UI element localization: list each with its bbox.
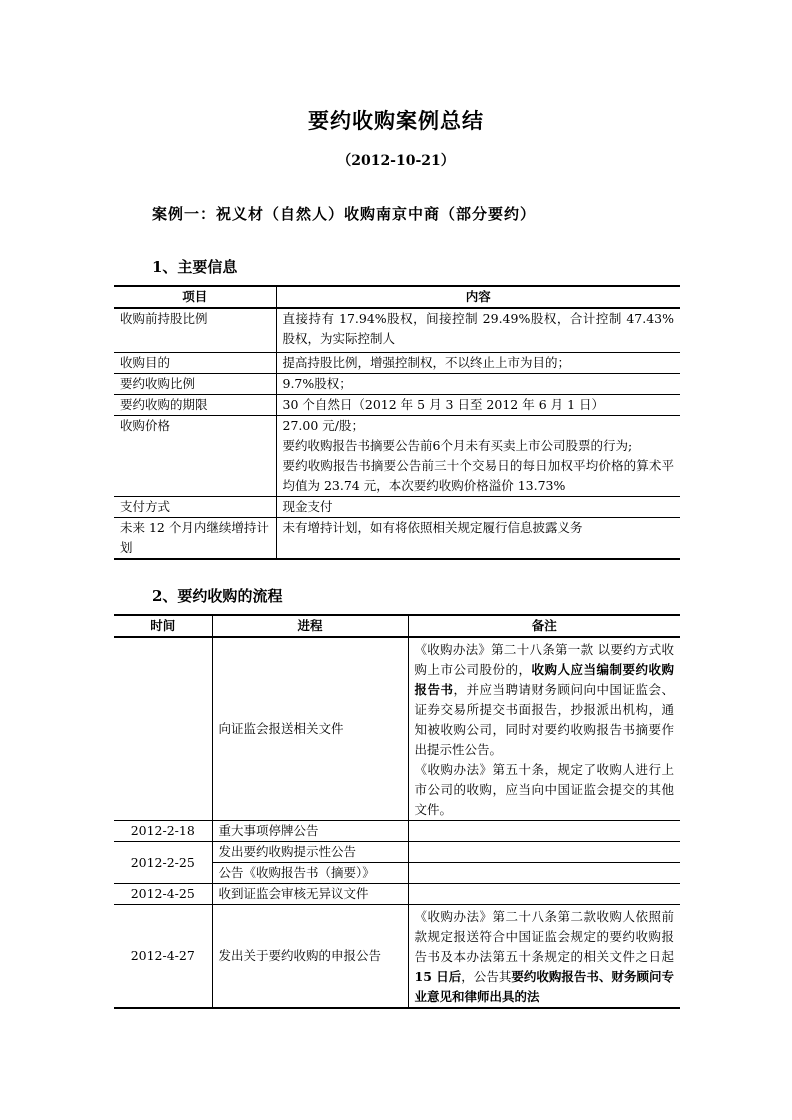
row-note — [408, 905, 680, 1009]
note-text: 《收购办法》第二十八条第一款 以要约方式收购上市公司股份的， — [414, 642, 674, 677]
table-row — [114, 352, 680, 373]
note-text: ，并应当聘请财务顾问向中国证监会、证券交易所提交书面报告，抄报派出机构，通知被收购公司，同时对要约收购报告书摘要作出提示性公告。 — [414, 682, 674, 757]
row-item: 要约收购的期限 — [114, 394, 276, 415]
row-note — [408, 842, 680, 863]
table-row — [114, 842, 680, 863]
table-row — [114, 821, 680, 842]
table-row — [114, 394, 680, 415]
row-content: 未有增持计划，如有将依照相关规定履行信息披露义务 — [282, 519, 583, 535]
row-content: 提高持股比例，增强控制权，不以终止上市为目的； — [282, 354, 571, 370]
row-item: 要约收购比例 — [114, 373, 276, 394]
table-header-row — [114, 286, 680, 308]
row-note — [408, 637, 680, 821]
row-note — [408, 863, 680, 884]
row-item: 收购价格 — [114, 415, 276, 496]
row-content — [276, 415, 680, 496]
row-item: 收购目的 — [114, 352, 276, 373]
row-content: 现金支付 — [282, 498, 333, 514]
row-time: 2012-4-25 — [114, 884, 212, 905]
row-note — [408, 821, 680, 842]
row-time: 2012-2-25 — [114, 842, 212, 884]
row-content: 30 个自然日（2012 年 5 月 3 日至 2012 年 6 月 1 日） — [282, 396, 605, 412]
section-heading-process: 2、要约收购的流程 — [152, 587, 283, 605]
row-time: 2012-4-27 — [114, 905, 212, 1009]
row-process: 公告《收购报告书（摘要）》 — [212, 863, 408, 884]
case-heading: 案例一：祝义材（自然人）收购南京中商（部分要约） — [152, 205, 537, 223]
document-title: 要约收购案例总结 — [308, 108, 484, 133]
table-header-row — [114, 615, 680, 637]
note-emphasis: 收购人应当编制要约收购报告书 — [414, 662, 674, 697]
row-process: 向证监会报送相关文件 — [212, 637, 408, 821]
price-line: 要约收购报告书摘要公告前三十个交易日的每日加权平均价格的算术平均值为 23.74 元，本次要约收购价格溢价 13.73% — [282, 457, 674, 493]
price-line: 要约收购报告书摘要公告前6个月未有买卖上市公司股票的行为; — [282, 437, 633, 453]
note-emphasis: 15 日后 — [414, 969, 462, 984]
table-row — [114, 517, 680, 559]
row-note — [408, 884, 680, 905]
column-header-content: 内容 — [465, 289, 491, 304]
table-row — [114, 415, 680, 496]
note-text: 《收购办法》第二十八条第二款收购人依照前款规定报送符合中国证监会规定的要约收购报告书及本办法第五十条规定的相关文件之日起 — [414, 909, 674, 964]
section-heading-main-info: 1、主要信息 — [152, 258, 238, 276]
column-header-item: 项目 — [114, 286, 276, 308]
table-row — [114, 373, 680, 394]
table-row — [114, 308, 680, 352]
row-content: 9.7%股权； — [282, 375, 352, 391]
note-text: 《收购办法》第五十条，规定了收购人进行上市公司的收购，应当向中国证监会提交的其他文件。 — [414, 762, 674, 817]
note-emphasis: 要约收购报告书、财务顾问专业意见和律师出具的法 — [414, 969, 674, 1004]
row-item: 未来 12 个月内继续增持计划 — [114, 517, 276, 559]
row-time: 2012-2-18 — [114, 821, 212, 842]
table-row — [114, 905, 680, 1009]
row-item: 支付方式 — [114, 496, 276, 517]
table-row — [114, 884, 680, 905]
row-content: 直接持有 17.94%股权，间接控制 29.49%股权，合计控制 47.43%股权，为实际控制人 — [282, 311, 674, 346]
process-table — [114, 614, 680, 1009]
row-process: 重大事项停牌公告 — [212, 821, 408, 842]
main-info-table — [114, 285, 680, 560]
table-row — [114, 496, 680, 517]
table-row — [114, 637, 680, 821]
row-item: 收购前持股比例 — [114, 308, 276, 352]
row-process: 发出要约收购提示性公告 — [212, 842, 408, 863]
column-header-process: 进程 — [212, 615, 408, 637]
row-process: 收到证监会审核无异议文件 — [212, 884, 408, 905]
column-header-note: 备注 — [531, 618, 557, 633]
row-time — [114, 637, 212, 821]
note-text: ，公告其 — [461, 969, 512, 984]
document-date: （2012-10-21） — [337, 153, 455, 169]
column-header-time: 时间 — [114, 615, 212, 637]
row-process: 发出关于要约收购的申报公告 — [212, 905, 408, 1009]
price-line: 27.00 元/股； — [282, 417, 364, 433]
